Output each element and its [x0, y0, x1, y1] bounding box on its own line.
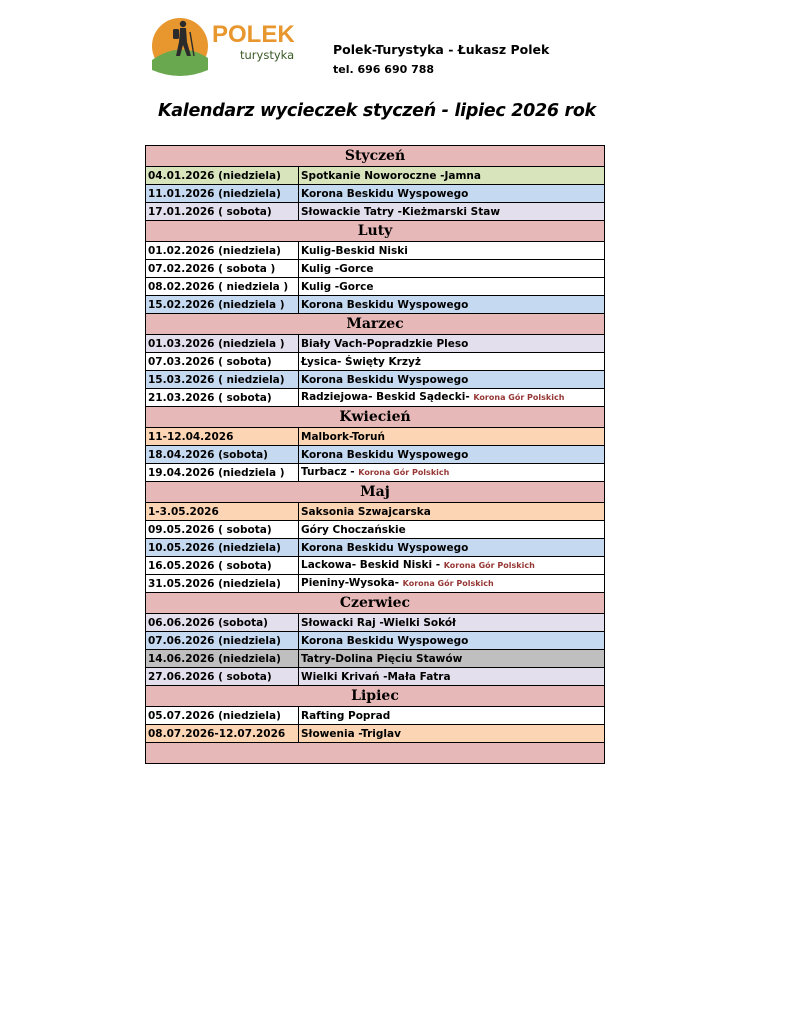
company-name: Polek-Turystyka - Łukasz Polek [333, 42, 550, 57]
trip-name: Słowenia -Triglav [301, 727, 401, 740]
trip-date: 06.06.2026 (sobota) [146, 614, 299, 632]
month-name: Maj [146, 482, 605, 503]
trip-row [146, 575, 605, 593]
trip-row [146, 242, 605, 260]
trip-date: 16.05.2026 ( sobota) [146, 557, 299, 575]
trip-row [146, 296, 605, 314]
empty-footer-row [146, 743, 605, 764]
trip-name: Malbork-Toruń [301, 430, 385, 443]
trip-row [146, 707, 605, 725]
trip-date: 08.07.2026-12.07.2026 [146, 725, 299, 743]
trip-destination [299, 575, 605, 593]
trip-date: 14.06.2026 (niedziela) [146, 650, 299, 668]
trip-date: 17.01.2026 ( sobota) [146, 203, 299, 221]
trip-name: Góry Choczańskie [301, 523, 406, 536]
trip-name: Łysica- Święty Krzyż [301, 355, 421, 368]
trip-row [146, 335, 605, 353]
trip-destination [299, 521, 605, 539]
trip-name: Lackowa- Beskid Niski - [301, 559, 441, 571]
trip-note: Korona Gór Polskich [358, 468, 450, 477]
trip-date: 07.06.2026 (niedziela) [146, 632, 299, 650]
trip-date: 19.04.2026 (niedziela ) [146, 464, 299, 482]
month-name: Marzec [146, 314, 605, 335]
month-name: Kwiecień [146, 407, 605, 428]
trip-destination [299, 557, 605, 575]
trip-destination [299, 503, 605, 521]
month-header-row [146, 593, 605, 614]
trip-name: Korona Beskidu Wyspowego [301, 634, 469, 647]
trip-destination [299, 539, 605, 557]
trip-row [146, 353, 605, 371]
trip-name: Słowacki Raj -Wielki Sokół [301, 616, 456, 629]
trip-name: Pieniny-Wysoka- [301, 577, 400, 589]
trip-destination [299, 614, 605, 632]
trip-note: Korona Gór Polskich [443, 561, 535, 570]
trip-name: Kulig -Gorce [301, 262, 374, 275]
month-header-row [146, 407, 605, 428]
trip-destination [299, 464, 605, 482]
trip-destination [299, 428, 605, 446]
trip-destination [299, 296, 605, 314]
trip-destination [299, 725, 605, 743]
trip-row [146, 167, 605, 185]
phone-number: tel. 696 690 788 [333, 63, 435, 76]
month-header-row [146, 482, 605, 503]
trip-date: 10.05.2026 (niedziela) [146, 539, 299, 557]
trip-name: Korona Beskidu Wyspowego [301, 448, 469, 461]
trip-row [146, 632, 605, 650]
trip-date: 15.03.2026 ( niedziela) [146, 371, 299, 389]
company-logo [150, 10, 300, 82]
trip-name: Tatry-Dolina Pięciu Stawów [301, 652, 463, 665]
trip-name: Korona Beskidu Wyspowego [301, 373, 469, 386]
trip-name: Saksonia Szwajcarska [301, 505, 431, 518]
trip-destination [299, 353, 605, 371]
trip-note: Korona Gór Polskich [473, 393, 565, 402]
trip-date: 05.07.2026 (niedziela) [146, 707, 299, 725]
trip-destination [299, 668, 605, 686]
page-title: Kalendarz wycieczek styczeń - lipiec 2026 rok [158, 101, 596, 121]
trip-name: Radziejowa- Beskid Sądecki- [301, 391, 470, 403]
trip-destination [299, 389, 605, 407]
month-header-row [146, 314, 605, 335]
trip-row [146, 446, 605, 464]
trip-destination [299, 167, 605, 185]
trip-name: Kulig -Gorce [301, 280, 374, 293]
trip-name: Biały Vach-Popradzkie Pleso [301, 337, 469, 350]
trip-name: Turbacz - [301, 466, 355, 478]
trip-date: 21.03.2026 ( sobota) [146, 389, 299, 407]
month-header-row [146, 221, 605, 242]
trip-row [146, 428, 605, 446]
trip-date: 27.06.2026 ( sobota) [146, 668, 299, 686]
trip-date: 09.05.2026 ( sobota) [146, 521, 299, 539]
trip-row [146, 650, 605, 668]
trip-row [146, 521, 605, 539]
trip-date: 08.02.2026 ( niedziela ) [146, 278, 299, 296]
trip-destination [299, 446, 605, 464]
trip-destination [299, 632, 605, 650]
trip-row [146, 203, 605, 221]
trip-date: 04.01.2026 (niedziela) [146, 167, 299, 185]
trip-date: 01.02.2026 (niedziela) [146, 242, 299, 260]
trip-row [146, 503, 605, 521]
trip-row [146, 278, 605, 296]
trip-destination [299, 203, 605, 221]
month-name: Styczeń [146, 146, 605, 167]
month-header-row [146, 686, 605, 707]
trip-note: Korona Gór Polskich [402, 579, 494, 588]
trip-destination [299, 650, 605, 668]
trip-date: 07.02.2026 ( sobota ) [146, 260, 299, 278]
trip-date: 31.05.2026 (niedziela) [146, 575, 299, 593]
trip-destination [299, 335, 605, 353]
logo-sub: turystyka [240, 48, 295, 62]
trip-name: Słowackie Tatry -Kieżmarski Staw [301, 205, 501, 218]
trip-name: Spotkanie Noworoczne -Jamna [301, 169, 481, 182]
trip-row [146, 260, 605, 278]
trip-date: 15.02.2026 (niedziela ) [146, 296, 299, 314]
empty-cell [146, 743, 605, 764]
trip-date: 1-3.05.2026 [146, 503, 299, 521]
trip-date: 07.03.2026 ( sobota) [146, 353, 299, 371]
trip-calendar-table [145, 145, 605, 764]
trip-name: Korona Beskidu Wyspowego [301, 187, 469, 200]
trip-name: Korona Beskidu Wyspowego [301, 298, 469, 311]
trip-row [146, 464, 605, 482]
trip-date: 01.03.2026 (niedziela ) [146, 335, 299, 353]
trip-row [146, 389, 605, 407]
trip-destination [299, 242, 605, 260]
trip-name: Rafting Poprad [301, 709, 391, 722]
trip-row [146, 185, 605, 203]
trip-destination [299, 260, 605, 278]
trip-name: Korona Beskidu Wyspowego [301, 541, 469, 554]
trip-row [146, 557, 605, 575]
trip-date: 18.04.2026 (sobota) [146, 446, 299, 464]
trip-row [146, 725, 605, 743]
month-name: Czerwiec [146, 593, 605, 614]
calendar-body [146, 146, 605, 764]
trip-row [146, 539, 605, 557]
trip-date: 11-12.04.2026 [146, 428, 299, 446]
trip-destination [299, 185, 605, 203]
month-name: Lipiec [146, 686, 605, 707]
trip-destination [299, 707, 605, 725]
trip-destination [299, 371, 605, 389]
month-name: Luty [146, 221, 605, 242]
trip-row [146, 668, 605, 686]
trip-destination [299, 278, 605, 296]
month-header-row [146, 146, 605, 167]
trip-row [146, 371, 605, 389]
logo-word: POLEK [212, 21, 295, 48]
hiker-logo-icon [150, 10, 300, 82]
trip-date: 11.01.2026 (niedziela) [146, 185, 299, 203]
trip-name: Kulig-Beskid Niski [301, 244, 408, 257]
trip-name: Wielki Krivań -Mała Fatra [301, 670, 451, 683]
trip-row [146, 614, 605, 632]
